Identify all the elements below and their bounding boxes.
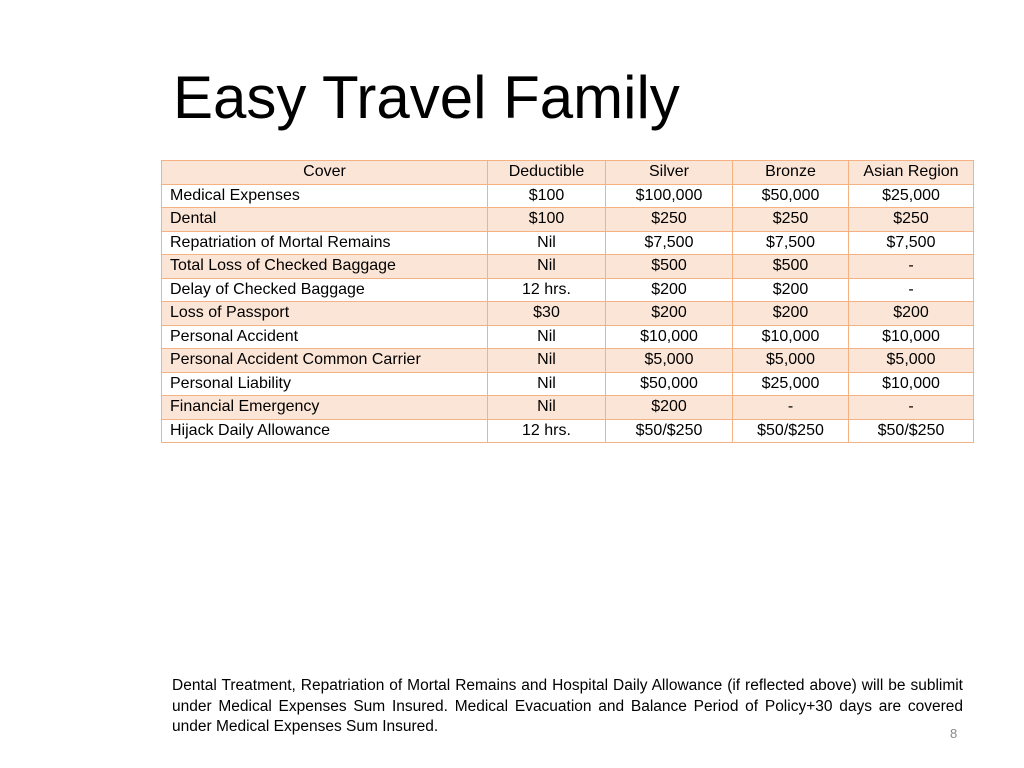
cell-cover: Financial Emergency xyxy=(162,396,488,420)
table-row xyxy=(162,325,974,349)
cell-bronze: $50,000 xyxy=(733,184,849,208)
cell-cover: Repatriation of Mortal Remains xyxy=(162,231,488,255)
table-row xyxy=(162,372,974,396)
cell-deductible: 12 hrs. xyxy=(488,419,606,443)
cell-cover: Dental xyxy=(162,208,488,232)
cell-deductible: Nil xyxy=(488,349,606,373)
cell-deductible: $100 xyxy=(488,184,606,208)
cell-bronze: $10,000 xyxy=(733,325,849,349)
cell-deductible: Nil xyxy=(488,255,606,279)
cell-deductible: Nil xyxy=(488,231,606,255)
header-bronze: Bronze xyxy=(733,161,849,185)
table-row xyxy=(162,231,974,255)
header-cover: Cover xyxy=(162,161,488,185)
cell-cover: Personal Liability xyxy=(162,372,488,396)
cell-silver: $100,000 xyxy=(606,184,733,208)
header-deductible: Deductible xyxy=(488,161,606,185)
cell-cover: Medical Expenses xyxy=(162,184,488,208)
cell-silver: $5,000 xyxy=(606,349,733,373)
cell-asian-region: - xyxy=(849,255,974,279)
table-row xyxy=(162,349,974,373)
cell-deductible: Nil xyxy=(488,325,606,349)
cell-silver: $250 xyxy=(606,208,733,232)
cell-deductible: Nil xyxy=(488,396,606,420)
header-silver: Silver xyxy=(606,161,733,185)
table-row xyxy=(162,396,974,420)
cell-asian-region: - xyxy=(849,278,974,302)
cell-deductible: 12 hrs. xyxy=(488,278,606,302)
table-header-row xyxy=(162,161,974,185)
cell-bronze: $200 xyxy=(733,302,849,326)
cell-asian-region: $7,500 xyxy=(849,231,974,255)
cell-bronze: $250 xyxy=(733,208,849,232)
cell-silver: $10,000 xyxy=(606,325,733,349)
cell-asian-region: $10,000 xyxy=(849,325,974,349)
cell-asian-region: $50/$250 xyxy=(849,419,974,443)
cell-asian-region: - xyxy=(849,396,974,420)
cell-silver: $200 xyxy=(606,396,733,420)
cell-deductible: Nil xyxy=(488,372,606,396)
cell-cover: Personal Accident xyxy=(162,325,488,349)
cell-cover: Delay of Checked Baggage xyxy=(162,278,488,302)
cell-asian-region: $5,000 xyxy=(849,349,974,373)
cell-asian-region: $200 xyxy=(849,302,974,326)
cell-bronze: $500 xyxy=(733,255,849,279)
cell-cover: Personal Accident Common Carrier xyxy=(162,349,488,373)
cell-silver: $7,500 xyxy=(606,231,733,255)
cell-silver: $500 xyxy=(606,255,733,279)
cell-deductible: $30 xyxy=(488,302,606,326)
cell-bronze: $7,500 xyxy=(733,231,849,255)
cover-table xyxy=(161,160,974,443)
cell-bronze: $50/$250 xyxy=(733,419,849,443)
page-number: 8 xyxy=(950,726,958,741)
slide-title: Easy Travel Family xyxy=(173,64,680,131)
cell-silver: $50/$250 xyxy=(606,419,733,443)
footnote-text: Dental Treatment, Repatriation of Mortal Remains and Hospital Daily Allowance (if reflected above) will be sublimit under Medical Expenses Sum Insured. Medical Evacuation and Balance Period of Policy+30 days are covered under Medical Expenses Sum Insured. xyxy=(172,677,963,735)
cell-deductible: $100 xyxy=(488,208,606,232)
table-row xyxy=(162,419,974,443)
cell-bronze: $200 xyxy=(733,278,849,302)
table-row xyxy=(162,302,974,326)
cell-bronze: $25,000 xyxy=(733,372,849,396)
cell-bronze: - xyxy=(733,396,849,420)
table-row xyxy=(162,278,974,302)
table-row xyxy=(162,184,974,208)
cell-asian-region: $250 xyxy=(849,208,974,232)
cell-silver: $50,000 xyxy=(606,372,733,396)
cell-cover: Total Loss of Checked Baggage xyxy=(162,255,488,279)
cell-asian-region: $25,000 xyxy=(849,184,974,208)
header-asian-region: Asian Region xyxy=(849,161,974,185)
cell-silver: $200 xyxy=(606,278,733,302)
cell-cover: Hijack Daily Allowance xyxy=(162,419,488,443)
cell-silver: $200 xyxy=(606,302,733,326)
cell-bronze: $5,000 xyxy=(733,349,849,373)
table-row xyxy=(162,208,974,232)
table-row xyxy=(162,255,974,279)
cell-cover: Loss of Passport xyxy=(162,302,488,326)
cell-asian-region: $10,000 xyxy=(849,372,974,396)
